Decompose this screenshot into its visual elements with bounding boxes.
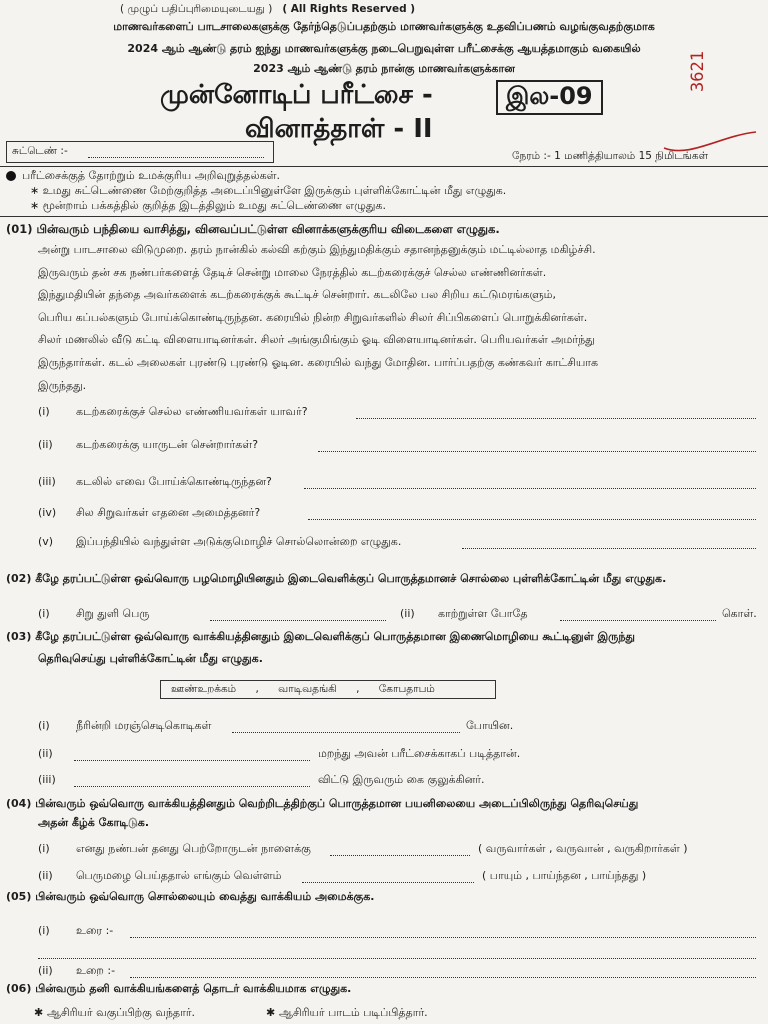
- instruction-heading: பரீட்சைக்குத் தோற்றும் உமக்குரிய அறிவுறுத்தல்கள்.: [22, 169, 281, 182]
- answer-line[interactable]: [462, 536, 756, 549]
- q1-passage: [38, 239, 758, 397]
- copyright-english: ( All Rights Reserved ): [282, 3, 416, 15]
- option-word: ஊண்உறக்கம்: [171, 683, 237, 695]
- answer-line[interactable]: [318, 439, 756, 452]
- question-number: (01): [6, 222, 33, 236]
- question-number: (05): [6, 890, 32, 903]
- q2-item-2-end: கொள்.: [722, 607, 757, 620]
- answer-line[interactable]: [304, 476, 756, 489]
- answer-line[interactable]: [130, 965, 756, 978]
- answer-line[interactable]: [210, 608, 386, 621]
- exam-title: முன்னோடிப் பரீட்சை -: [160, 80, 433, 110]
- sub-number: (ii): [38, 438, 53, 451]
- q1-sub-question: (iii) கடலில் எவை போய்க்கொண்டிருந்தன?: [38, 475, 272, 488]
- q4-item-2-options: ( பாயும் , பாய்ந்தன , பாய்ந்தது ): [482, 869, 647, 882]
- handwritten-stamp-number: 3621: [688, 51, 708, 92]
- answer-line[interactable]: [560, 608, 716, 621]
- sub-number: (i): [38, 607, 50, 620]
- q5-item-2: (ii) உறை :-: [38, 964, 116, 977]
- sub-number: (v): [38, 535, 54, 548]
- question-2-heading: [6, 572, 666, 587]
- q3-item-3: [38, 773, 76, 786]
- q1-sub-question: (ii) கடற்கரைக்கு யாருடன் சென்றார்கள்?: [38, 438, 259, 451]
- sub-number: (iv): [38, 506, 57, 519]
- question-number: (06): [6, 982, 32, 995]
- sub-number: (ii): [38, 964, 53, 977]
- question-text: கீழே தரப்பட்டுள்ள ஒவ்வொரு வாக்கியத்தினதும் இடைவெளிக்குப் பொருத்தமான இணைமொழியை கூட்டினுள் இருந்து: [35, 630, 635, 643]
- question-text: பின்வரும் ஒவ்வொரு வாக்கியத்தினதும் வெற்றிடத்திற்குப் பொருத்தமான பயனிலையை அடைப்பிலிருந்து தெரிவுசெய்து: [35, 797, 639, 810]
- answer-line[interactable]: [302, 870, 474, 883]
- passage-line: பெரிய கப்பல்களும் போய்க்கொண்டிருந்தன. கரையில் நின்ற சிறுவர்களில் சிலர் சிப்பிகளைப் பொறுக்கினர்கள்.: [38, 310, 588, 324]
- answer-line[interactable]: [38, 946, 756, 959]
- index-number-label: சுட்டெண் :-: [12, 145, 68, 157]
- asterisk-icon: ✱: [34, 1006, 48, 1019]
- divider: [0, 166, 768, 167]
- answer-line[interactable]: [74, 774, 310, 787]
- q3-item-1-end: போயின.: [466, 719, 514, 732]
- passage-line: இருவரும் தன் சக நண்பர்களைத் தேடிச் சென்று மாலை நேரத்தில் கடற்கரைக்குச் செல்ல எண்ணினர்கள்.: [38, 265, 547, 279]
- q1-sub-question: (iv) சில சிறுவர்கள் எதனை அமைத்தனர்?: [38, 506, 261, 519]
- q4-item-2: (ii) பெருமழை பெய்ததால் எங்கும் வெள்ளம்: [38, 869, 282, 882]
- question-text: கீழே தரப்பட்டுள்ள ஒவ்வொரு பழமொழியினதும் இடைவெளிக்குப் பொருத்தமானச் சொல்லை புள்ளிக்கோட்டின் மீது எழுதுக.: [35, 572, 667, 585]
- answer-line[interactable]: [130, 925, 756, 938]
- question-number: (02): [6, 572, 32, 585]
- header-line-3: 2023 ஆம் ஆண்டு தரம் நான்கு மாணவர்களுக்கான: [253, 62, 515, 75]
- instruction-item: ∗ மூன்றாம் பக்கத்தில் குறித்த இடத்திலும் உமது சுட்டெண்ணை எழுதுக.: [30, 199, 386, 212]
- sub-number: (ii): [400, 607, 415, 620]
- time-allowed: நேரம் :- 1 மணித்தியாலம் 15 நிமிடங்கள்: [512, 150, 709, 162]
- option-word: கோபதாபம்: [378, 683, 435, 695]
- q3-item-2-end: மறந்து அவன் பரீட்சைக்காகப் படித்தான்.: [318, 747, 521, 760]
- question-4-heading-cont: அதன் கீழ்க் கோடிடுக.: [38, 816, 150, 829]
- question-number: (04): [6, 797, 32, 810]
- q4-item-1-options: ( வருவார்கள் , வருவான் , வருகிறார்கள் ): [478, 842, 688, 855]
- sub-number: (i): [38, 842, 50, 855]
- q3-item-1: (i) நீரின்றி மரஞ்செடிகொடிகள்: [38, 719, 212, 732]
- header-line-2: 2024 ஆம் ஆண்டு தரம் ஐந்து மாணவர்களுக்கு நடைபெறுவுள்ள பரீட்சைக்கு ஆயத்தமாகும் வகையில்: [127, 42, 641, 55]
- passage-line: இந்துமதியின் தந்தை அவர்களைக் கடற்கரைக்குக் கூட்டிச் சென்றார். கடலிலே பல சிறிய கட்டுமரங்களும்,: [38, 288, 557, 302]
- header-line-1: மாணவர்களைப் பாடசாலைகளுக்கு தேர்ந்தெடுப்பதற்கும் மாணவர்களுக்கு உதவிப்பணம் வழங்குவதற்குமாக: [113, 20, 655, 33]
- asterisk-icon: ✱: [266, 1006, 280, 1019]
- sub-number: (iii): [38, 773, 56, 786]
- q4-item-1: (i) எனது நண்பன் தனது பெற்றோருடன் நாளைக்கு: [38, 842, 311, 855]
- question-number: (03): [6, 630, 32, 643]
- q6-sentence-1: ✱ ஆசிரியர் வகுப்பிற்கு வந்தார்.: [34, 1006, 196, 1019]
- q6-sentence-2: ✱ ஆசிரியர் பாடம் படிப்பித்தார்.: [266, 1006, 428, 1019]
- q3-item-3-end: விட்டு இருவரும் கை குலுக்கினர்.: [318, 773, 485, 786]
- divider: [0, 216, 768, 217]
- q5-item-1: (i) உரை :-: [38, 924, 114, 937]
- sub-number: (ii): [38, 869, 53, 882]
- index-number-field[interactable]: [88, 145, 264, 158]
- q3-option-box: ஊண்உறக்கம் , வாடிவதங்கி , கோபதாபம்: [160, 680, 496, 699]
- question-1-heading: [6, 222, 500, 238]
- asterisk-icon: ∗: [30, 184, 43, 197]
- passage-line: சிலர் மணலில் வீடு கட்டி விளையாடினர்கள். சிலர் அங்குமிங்கும் ஓடி விளையாடினர்கள். பெரியவர்கள் அமர்ந்து: [38, 333, 595, 347]
- sub-number: (ii): [38, 747, 53, 760]
- answer-line[interactable]: [74, 748, 310, 761]
- answer-line[interactable]: [330, 843, 470, 856]
- q3-item-2: [38, 747, 76, 760]
- passage-line: இருந்தார்கள். கடல் அலைகள் புரண்டு புரண்டு ஓடின. கரையில் வந்து மோதின. பார்ப்பதற்கு கண்கவர் காட்சியாக: [38, 355, 599, 369]
- asterisk-icon: ∗: [30, 199, 43, 212]
- answer-line[interactable]: [232, 720, 460, 733]
- question-5-heading: [6, 890, 374, 905]
- sub-number: (i): [38, 924, 50, 937]
- sub-number: (i): [38, 405, 50, 418]
- question-3-heading-cont: தெரிவுசெய்து புள்ளிக்கோட்டின் மீது எழுதுக.: [38, 652, 263, 665]
- copyright-tamil: ( முழுப் பதிப்புரிமையுடையது ): [120, 3, 273, 15]
- bullet-icon: [6, 171, 16, 181]
- question-6-heading: [6, 982, 351, 997]
- passage-line: அன்று பாடசாலை விடுமுறை. தரம் நான்கில் கல்வி கற்கும் இந்துமதிக்கும் சதானந்தனுக்கும் மட்டில்லாத மகிழ்ச்சி.: [38, 243, 596, 256]
- answer-line[interactable]: [308, 507, 756, 520]
- option-word: வாடிவதங்கி: [278, 683, 337, 695]
- q2-item-1: (i) சிறு துளி பெரு: [38, 607, 150, 620]
- q2-item-2: (ii) காற்றுள்ள போதே: [400, 607, 528, 620]
- question-text: பின்வரும் ஒவ்வொரு சொல்லையும் வைத்து வாக்கியம் அமைக்குக.: [35, 890, 375, 903]
- paper-title: வினாத்தாள் - II: [245, 114, 433, 144]
- question-4-heading: [6, 797, 638, 812]
- instruction-item: ∗ உமது சுட்டெண்ணை மேற்குறித்த அடைப்பினுள்ளே இருக்கும் புள்ளிக்கோட்டின் மீது எழுதுக.: [30, 184, 507, 197]
- sub-number: (i): [38, 719, 50, 732]
- question-3-heading: [6, 630, 635, 645]
- question-text: பின்வரும் பந்தியை வாசித்து, வினவப்பட்டுள்ள வினாக்களுக்குரிய விடைகளை எழுதுக.: [36, 222, 500, 236]
- question-text: பின்வரும் தனி வாக்கியங்களைத் தொடர் வாக்கியமாக எழுதுக.: [35, 982, 352, 995]
- sub-number: (iii): [38, 475, 56, 488]
- passage-line: இருந்தது.: [38, 378, 87, 392]
- q1-sub-question: (i) கடற்கரைக்குச் செல்ல எண்ணியவர்கள் யாவர்?: [38, 405, 308, 418]
- copyright-notice: [120, 3, 415, 16]
- paper-code-box: இல-09: [496, 80, 603, 115]
- q1-sub-question: (v) இப்பந்தியில் வந்துள்ள அடுக்குமொழிச் சொல்லொன்றை எழுதுக.: [38, 535, 402, 548]
- answer-line[interactable]: [356, 406, 756, 419]
